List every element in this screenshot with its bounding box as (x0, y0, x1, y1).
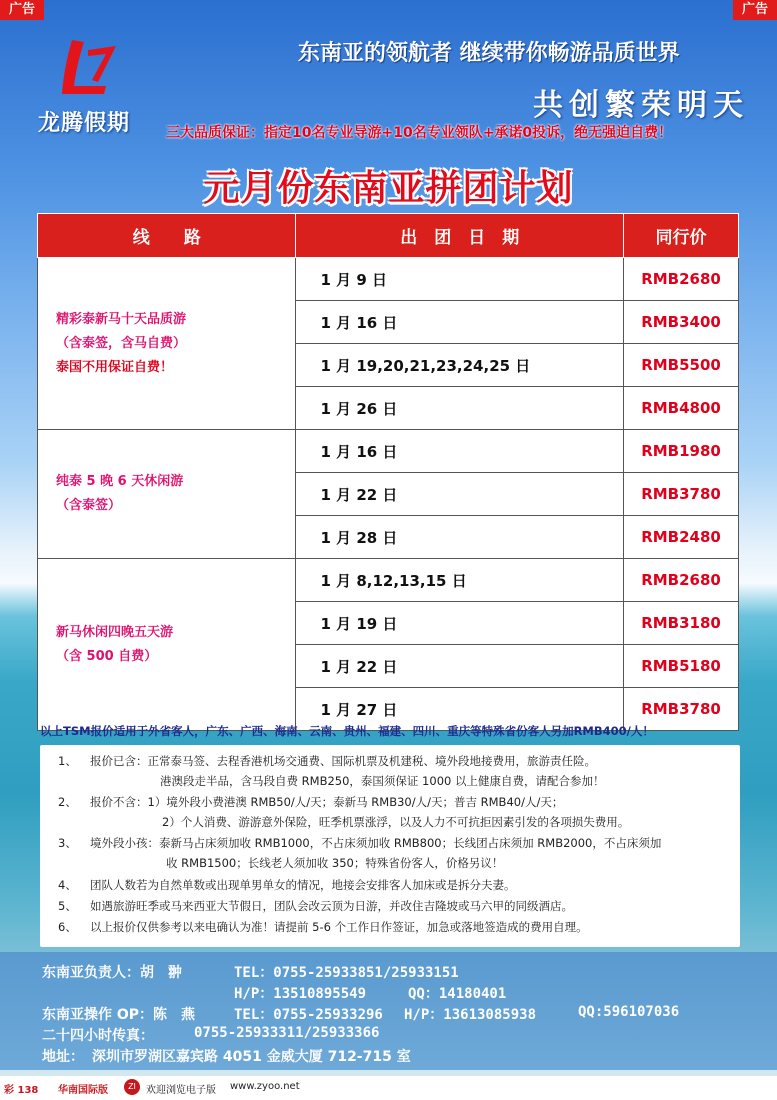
price-cell: RMB2680 (624, 258, 739, 301)
price-cell: RMB2680 (624, 559, 739, 602)
website-link[interactable]: www.zyoo.net (230, 1081, 300, 1092)
contact-line (42, 962, 182, 982)
slogan-secondary: 共创繁荣明天 (533, 88, 749, 123)
route-cell (38, 430, 296, 559)
contact-line (234, 983, 366, 1003)
page-footer (0, 1076, 777, 1100)
price-cell: RMB1980 (624, 430, 739, 473)
note-number: 5、 (58, 899, 77, 913)
price-cell: RMB3180 (624, 602, 739, 645)
note-text: 收 RMB1500；长线老人须加收 350；特殊省份客人，价格另议！ (166, 856, 504, 870)
contact-line (578, 1004, 679, 1020)
note-text: 团队人数若为自然单数或出现单男单女的情况，地接会安排客人加床或是拆分夫妻。 (90, 878, 516, 892)
route-cell (38, 559, 296, 731)
note-number: 2、 (58, 795, 77, 809)
note-text: 如遇旅游旺季或马来西亚大节假日，团队会改云顶为日游，并改住吉隆坡或马六甲的同级酒店。 (90, 899, 573, 913)
operator-label: 东南亚操作 OP：陈 燕 (42, 1007, 196, 1023)
note-number: 6、 (58, 920, 77, 934)
date-cell: 1 月 9 日 (296, 258, 624, 301)
ad-tag-left: 广告 (0, 0, 44, 20)
slogan-primary: 东南亚的领航者 继续带你畅游品质世界 (298, 41, 680, 66)
route-cell (38, 258, 296, 430)
table-header-row (38, 214, 739, 258)
publisher-badge-icon: ZI (124, 1079, 140, 1095)
price-footnote: 以上TSM报价适用于外省客人，广东、广西、海南、云南、贵州、福建、四川、重庆等特殊省份客人另加RMB400/人！ (40, 724, 654, 738)
route-title: 精彩泰新马十天品质游 (56, 311, 187, 327)
contact-line (42, 1046, 84, 1066)
price-cell: RMB3780 (624, 473, 739, 516)
page-number: 彩 138 (4, 1085, 39, 1096)
table-row (38, 430, 739, 473)
date-cell: 1 月 19,20,21,23,24,25 日 (296, 344, 624, 387)
table-row (38, 559, 739, 602)
date-cell: 1 月 8,12,13,15 日 (296, 559, 624, 602)
price-cell: RMB2480 (624, 516, 739, 559)
header-date: 出 团 日 期 (296, 214, 624, 258)
contact-line (404, 1004, 536, 1024)
operator-tel: TEL：0755-25933296 (234, 1007, 383, 1023)
publisher-name: 华南国际版 (58, 1085, 108, 1096)
manager-tel: TEL：0755-25933851/25933151 (234, 965, 459, 981)
date-cell: 1 月 16 日 (296, 430, 624, 473)
route-note: （含泰签） (56, 498, 122, 513)
contact-line (234, 1004, 383, 1024)
header-price: 同行价 (624, 214, 739, 258)
price-cell: RMB3400 (624, 301, 739, 344)
note-item (166, 855, 503, 871)
brand-name: 龙腾假期 (37, 111, 130, 136)
note-item (160, 773, 604, 789)
ad-tag-right: 广告 (733, 0, 777, 20)
address-label: 地址： (42, 1049, 84, 1065)
date-cell: 1 月 27 日 (296, 688, 624, 731)
price-cell: RMB3780 (624, 688, 739, 731)
manager-mobile: H/P：13510895549 (234, 986, 367, 1002)
note-text: 以上报价仅供参考以来电确认为准！请提前 5-6 个工作日作签证，加急或落地签造成的费用自理。 (90, 920, 588, 934)
fax-label: 二十四小时传真： (42, 1028, 154, 1044)
contact-line (408, 983, 506, 1003)
brand-logo (24, 32, 144, 152)
table-row (38, 258, 739, 301)
note-number: 1、 (58, 754, 77, 768)
price-cell: RMB5500 (624, 344, 739, 387)
contact-line (42, 1004, 195, 1024)
operator-mobile: H/P：13613085938 (404, 1007, 537, 1023)
note-number: 3、 (58, 836, 77, 850)
header-route: 线 路 (38, 214, 296, 258)
route-note: （含泰签，含马自费） (56, 335, 187, 351)
date-cell: 1 月 22 日 (296, 473, 624, 516)
note-item (162, 814, 629, 830)
terms-panel (40, 745, 740, 947)
contact-line (194, 1025, 379, 1041)
note-number: 4、 (58, 878, 77, 892)
contact-line (234, 962, 459, 982)
note-text: 境外段小孩：泰新马占床须加收 RMB1000，不占床须加收 RMB800；长线团占床须加 RMB2000，不占床须加 (90, 836, 662, 850)
note-text: 2）个人消费、游游意外保险，旺季机票涨浮，以及人力不可抗拒因素引发的各项损失费用。 (162, 815, 630, 829)
page-title: 元月份东南亚拼团计划 (203, 168, 574, 209)
contact-line (42, 1025, 154, 1045)
note-text: 报价不含：1）境外段小费港澳 RMB50/人/天；泰新马 RMB30/人/天；普吉 RMB40/人/天； (90, 795, 564, 809)
price-cell: RMB4800 (624, 387, 739, 430)
contact-line (92, 1046, 411, 1066)
quality-guarantee: 三大品质保证：指定10名专业导游+10名专业领队+承诺0投诉，绝无强迫自费！ (166, 125, 673, 141)
date-cell: 1 月 19 日 (296, 602, 624, 645)
manager-label: 东南亚负责人：胡 翀 (42, 965, 182, 981)
dragon-logo-icon (58, 36, 118, 106)
route-note: （含 500 自费） (56, 648, 158, 664)
route-title: 纯泰 5 晚 6 天休闲游 (56, 474, 184, 489)
date-cell: 1 月 22 日 (296, 645, 624, 688)
price-cell: RMB5180 (624, 645, 739, 688)
address-text: 深圳市罗湖区嘉宾路 4051 金威大厦 712-715 室 (92, 1049, 411, 1065)
footer-text: 欢迎浏览电子版 (146, 1085, 216, 1096)
route-title: 新马休闲四晚五天游 (56, 624, 174, 640)
date-cell: 1 月 26 日 (296, 387, 624, 430)
date-cell: 1 月 28 日 (296, 516, 624, 559)
fax-number: 0755-25933311/25933366 (194, 1025, 380, 1041)
operator-qq: QQ:596107036 (578, 1004, 680, 1020)
note-text: 报价已含：正常泰马签、去程香港机场交通费、国际机票及机建税、境外段地接费用，旅游责任险。 (90, 754, 596, 768)
note-text: 港澳段走半品，含马段自费 RMB250，泰国须保证 1000 以上健康自费，请配合参加！ (160, 774, 605, 788)
route-note: 泰国不用保证自费！ (56, 359, 174, 375)
manager-qq: QQ：14180401 (408, 986, 507, 1002)
contact-panel (0, 952, 777, 1070)
schedule-table (37, 213, 739, 731)
date-cell: 1 月 16 日 (296, 301, 624, 344)
